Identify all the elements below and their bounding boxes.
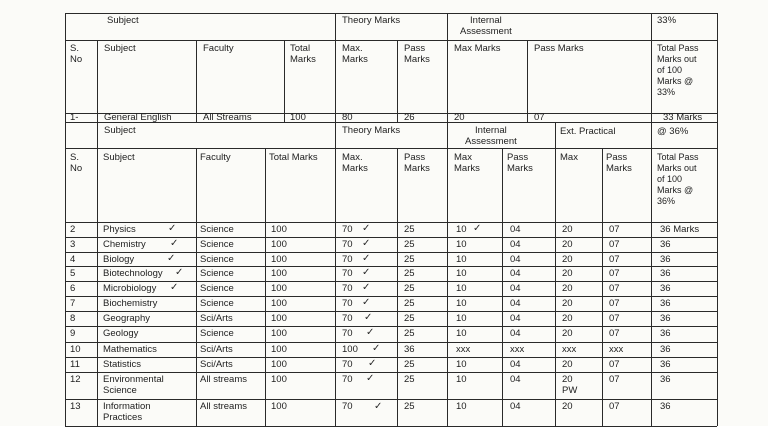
row-line xyxy=(65,281,717,282)
checkmark-icon: ✓ xyxy=(170,282,179,293)
grid-line xyxy=(284,40,285,122)
section2-title-theory: Theory Marks xyxy=(342,125,401,136)
cell-total: 100 xyxy=(271,254,287,265)
grid-line xyxy=(97,122,98,426)
cell-ia-max: 10 xyxy=(456,268,467,279)
cell-sno: 3 xyxy=(70,239,76,250)
cell-ia-max: 20 xyxy=(454,112,465,123)
cell-sno: 6 xyxy=(70,283,76,294)
cell-sno: 12 xyxy=(70,374,81,385)
cell-ext-pass: 07 xyxy=(609,239,620,250)
cell-ia-pass: 04 xyxy=(510,313,521,324)
cell-ext-max: 20 PW xyxy=(562,374,578,396)
cell-max: 70 xyxy=(342,313,353,324)
row-line xyxy=(65,357,717,358)
cell-ia-max: 10 xyxy=(456,298,467,309)
cell-ext-pass: xxx xyxy=(609,344,624,355)
cell-subject: Biochemistry xyxy=(103,298,158,309)
cell-total-pass: 36 xyxy=(660,374,671,385)
cell-ia-pass: 04 xyxy=(510,239,521,250)
cell-ext-max: 20 xyxy=(562,224,573,235)
cell-faculty: Sci/Arts xyxy=(200,359,233,370)
cell-faculty: Science xyxy=(200,224,234,235)
cell-ia-pass: 04 xyxy=(510,254,521,265)
cell-faculty: Science xyxy=(200,254,234,265)
grid-line xyxy=(265,148,266,426)
cell-ext-max: 20 xyxy=(562,268,573,279)
header-ext-max: Max xyxy=(560,152,578,163)
cell-total-pass: 33 Marks xyxy=(663,112,703,123)
cell-subject: Microbiology xyxy=(103,283,157,294)
cell-max: 70 xyxy=(342,224,353,235)
grid-line xyxy=(196,148,197,426)
cell-max: 70 xyxy=(342,298,353,309)
section1-title-theory: Theory Marks xyxy=(342,15,401,26)
cell-total-pass: 36 xyxy=(660,268,671,279)
cell-total: 100 xyxy=(271,298,287,309)
cell-sno: 9 xyxy=(70,328,76,339)
cell-ia-pass: 04 xyxy=(510,328,521,339)
header-sno: S. No xyxy=(70,152,83,174)
cell-ext-max: 20 xyxy=(562,283,573,294)
cell-ia-max: 10 xyxy=(456,401,467,412)
cell-faculty: All streams xyxy=(200,374,247,385)
cell-pass: 25 xyxy=(404,328,415,339)
cell-ia-max: 10 xyxy=(456,283,467,294)
grid-line xyxy=(196,40,197,122)
cell-total: 100 xyxy=(271,313,287,324)
cell-sno: 11 xyxy=(70,359,80,370)
cell-ext-pass: 07 xyxy=(609,401,620,412)
grid-line xyxy=(335,122,336,426)
grid-line xyxy=(97,40,98,122)
cell-ext-max: xxx xyxy=(562,344,577,355)
cell-max: 70 xyxy=(342,328,353,339)
section1-title-pct: 33% xyxy=(657,15,677,26)
header-max-marks: Max. Marks xyxy=(342,152,368,174)
cell-subject: Mathematics xyxy=(103,344,157,355)
checkmark-icon: ✓ xyxy=(167,253,176,264)
header-subject: Subject xyxy=(103,152,135,163)
cell-pass: 36 xyxy=(404,344,415,355)
cell-ia-pass: 04 xyxy=(510,224,521,235)
header-ia-max: Max Marks xyxy=(454,152,480,174)
grid-line xyxy=(602,148,603,426)
cell-ext-max: 20 xyxy=(562,254,573,265)
row-line xyxy=(65,252,717,253)
cell-total-pass: 36 xyxy=(660,254,671,265)
cell-faculty: Sci/Arts xyxy=(200,313,233,324)
cell-max: 70 xyxy=(342,401,353,412)
cell-total: 100 xyxy=(271,344,287,355)
header-pass-marks: Pass Marks xyxy=(404,152,430,174)
cell-max: 70 xyxy=(342,359,353,370)
cell-ia-pass: 04 xyxy=(510,298,521,309)
cell-max: 70 xyxy=(342,374,353,385)
section2-header-divider xyxy=(65,148,717,149)
cell-subject: Geology xyxy=(103,328,139,339)
section2-title-internal: Internal Assessment xyxy=(465,125,517,147)
cell-ext-pass: 07 xyxy=(609,224,620,235)
cell-total: 100 xyxy=(271,283,287,294)
cell-sno: 13 xyxy=(70,401,81,412)
checkmark-icon: ✓ xyxy=(362,267,371,278)
grid-line xyxy=(651,122,652,426)
grid-line xyxy=(397,40,398,122)
cell-faculty: Science xyxy=(200,328,234,339)
cell-faculty: Science xyxy=(200,298,234,309)
row-line xyxy=(65,399,717,400)
header-ia-pass: Pass Marks xyxy=(507,152,533,174)
cell-ext-max: 20 xyxy=(562,359,573,370)
checkmark-icon: ✓ xyxy=(175,267,184,278)
section2-title-ext-practical: Ext. Practical xyxy=(560,126,616,137)
grid-line xyxy=(502,148,503,426)
cell-ia-max: 10 xyxy=(456,313,467,324)
cell-sno: 1- xyxy=(70,112,79,123)
cell-pass: 25 xyxy=(404,239,415,250)
cell-max: 70 xyxy=(342,283,353,294)
checkmark-icon: ✓ xyxy=(364,312,373,323)
row-line xyxy=(65,311,717,312)
cell-faculty: Science xyxy=(200,283,234,294)
cell-ia-max: 10 xyxy=(456,224,467,235)
cell-subject: Chemistry xyxy=(103,239,146,250)
checkmark-icon: ✓ xyxy=(366,373,375,384)
cell-ia-pass: 04 xyxy=(510,374,521,385)
cell-ext-pass: 07 xyxy=(609,374,620,385)
cell-sno: 2 xyxy=(70,224,76,235)
cell-ext-pass: 07 xyxy=(609,268,620,279)
cell-ext-pass: 07 xyxy=(609,283,620,294)
header-max-marks: Max. Marks xyxy=(342,43,368,65)
cell-total-pass: 36 xyxy=(660,239,671,250)
section2-title-pct: @ 36% xyxy=(657,126,689,137)
cell-ia-pass: 04 xyxy=(510,401,521,412)
cell-total: 100 xyxy=(271,224,287,235)
cell-sno: 7 xyxy=(70,298,76,309)
cell-subject: Information Practices xyxy=(103,401,151,423)
cell-total-pass: 36 xyxy=(660,298,671,309)
checkmark-icon: ✓ xyxy=(368,358,377,369)
cell-ia-max: 10 xyxy=(456,328,467,339)
cell-pass: 25 xyxy=(404,268,415,279)
cell-subject: Geography xyxy=(103,313,151,324)
cell-ia-pass: 04 xyxy=(510,359,521,370)
section1-title-subject: Subject xyxy=(107,15,139,26)
cell-pass: 25 xyxy=(404,298,415,309)
cell-total: 100 xyxy=(271,268,287,279)
header-subject: Subject xyxy=(104,43,136,54)
cell-faculty: All Streams xyxy=(203,112,252,123)
header-total-pass: Total Pass Marks out of 100 Marks @ 36% xyxy=(657,152,699,206)
cell-total-pass: 36 xyxy=(660,313,671,324)
cell-pass: 25 xyxy=(404,224,415,235)
cell-pass: 26 xyxy=(404,112,415,123)
cell-pass: 25 xyxy=(404,374,415,385)
checkmark-icon: ✓ xyxy=(168,223,177,234)
cell-faculty: All streams xyxy=(200,401,247,412)
cell-total: 100 xyxy=(271,328,287,339)
checkmark-icon: ✓ xyxy=(362,223,371,234)
checkmark-icon: ✓ xyxy=(366,327,375,338)
header-sno: S. No xyxy=(70,43,83,65)
header-pass-marks: Pass Marks xyxy=(404,43,430,65)
cell-ia-max: 10 xyxy=(456,239,467,250)
cell-faculty: Sci/Arts xyxy=(200,344,233,355)
header-ext-pass: Pass Marks xyxy=(606,152,632,174)
cell-ext-max: 20 xyxy=(562,401,573,412)
cell-ia-pass: 07 xyxy=(534,112,545,123)
data-start-line xyxy=(65,222,717,223)
header-faculty: Faculty xyxy=(203,43,234,54)
grid-line xyxy=(447,13,448,122)
cell-pass: 25 xyxy=(404,283,415,294)
checkmark-icon: ✓ xyxy=(374,401,383,412)
cell-subject: Biology xyxy=(103,254,135,265)
grid-line xyxy=(527,40,528,122)
cell-ia-max: 10 xyxy=(456,254,467,265)
cell-subject: Physics xyxy=(103,224,136,235)
cell-max: 100 xyxy=(342,344,358,355)
cell-subject: Biotechnology xyxy=(103,268,163,279)
cell-total-pass: 36 xyxy=(660,344,671,355)
row-line xyxy=(65,342,717,343)
cell-ext-pass: 07 xyxy=(609,359,620,370)
cell-ext-pass: 07 xyxy=(609,254,620,265)
checkmark-icon: ✓ xyxy=(372,343,381,354)
grid-line xyxy=(397,148,398,426)
cell-max: 70 xyxy=(342,268,353,279)
grid-line xyxy=(555,122,556,426)
cell-total: 100 xyxy=(290,112,306,123)
cell-ext-pass: 07 xyxy=(609,328,620,339)
header-faculty: Faculty xyxy=(200,152,231,163)
cell-pass: 25 xyxy=(404,254,415,265)
cell-pass: 25 xyxy=(404,401,415,412)
cell-sno: 8 xyxy=(70,313,76,324)
cell-ia-max: xxx xyxy=(456,344,471,355)
cell-ext-max: 20 xyxy=(562,239,573,250)
grid-line xyxy=(651,13,652,122)
cell-ext-max: 20 xyxy=(562,298,573,309)
cell-ia-pass: xxx xyxy=(510,344,525,355)
checkmark-icon: ✓ xyxy=(362,253,371,264)
section2-title-subject: Subject xyxy=(104,125,136,136)
cell-total-pass: 36 xyxy=(660,328,671,339)
cell-ia-pass: 04 xyxy=(510,268,521,279)
checkmark-icon: ✓ xyxy=(362,238,371,249)
checkmark-icon: ✓ xyxy=(170,238,179,249)
checkmark-icon: ✓ xyxy=(362,282,371,293)
cell-subject: Statistics xyxy=(103,359,142,370)
section1-header-divider xyxy=(65,40,717,41)
row-line xyxy=(65,296,717,297)
cell-ia-pass: 04 xyxy=(510,283,521,294)
checkmark-icon: ✓ xyxy=(362,297,371,308)
cell-ext-pass: 07 xyxy=(609,298,620,309)
header-total-marks: Total Marks xyxy=(269,152,318,163)
cell-total: 100 xyxy=(271,359,287,370)
cell-sno: 4 xyxy=(70,254,76,265)
cell-total-pass: 36 Marks xyxy=(660,224,700,235)
cell-sno: 10 xyxy=(70,344,81,355)
grid-line xyxy=(335,13,336,122)
cell-max: 80 xyxy=(342,112,353,123)
row-line xyxy=(65,266,717,267)
cell-total-pass: 36 xyxy=(660,401,671,412)
cell-max: 70 xyxy=(342,254,353,265)
cell-faculty: Science xyxy=(200,268,234,279)
header-total-marks: Total Marks xyxy=(290,43,316,65)
row-line xyxy=(65,372,717,373)
section1-title-internal: Internal Assessment xyxy=(460,15,512,37)
header-ia-max: Max Marks xyxy=(454,43,501,54)
cell-total-pass: 36 xyxy=(660,283,671,294)
table-border-right xyxy=(717,13,718,426)
cell-max: 70 xyxy=(342,239,353,250)
header-total-pass: Total Pass Marks out of 100 Marks @ 33% xyxy=(657,43,699,97)
cell-subject: General English xyxy=(104,112,172,123)
grid-line xyxy=(447,122,448,426)
cell-sno: 5 xyxy=(70,268,76,279)
cell-faculty: Science xyxy=(200,239,234,250)
cell-ext-max: 20 xyxy=(562,313,573,324)
cell-total: 100 xyxy=(271,374,287,385)
cell-ia-max: 10 xyxy=(456,359,467,370)
cell-total: 100 xyxy=(271,401,287,412)
row-line xyxy=(65,326,717,327)
cell-ext-pass: 07 xyxy=(609,313,620,324)
table-border-top xyxy=(65,13,717,14)
checkmark-icon: ✓ xyxy=(473,223,482,234)
cell-pass: 25 xyxy=(404,313,415,324)
cell-total-pass: 36 xyxy=(660,359,671,370)
row-line xyxy=(65,237,717,238)
cell-ext-max: 20 xyxy=(562,328,573,339)
cell-ia-max: 10 xyxy=(456,374,467,385)
cell-subject: Environmental Science xyxy=(103,374,164,396)
cell-total: 100 xyxy=(271,239,287,250)
cell-pass: 25 xyxy=(404,359,415,370)
table-border-left xyxy=(65,13,66,426)
header-ia-pass: Pass Marks xyxy=(534,43,584,54)
